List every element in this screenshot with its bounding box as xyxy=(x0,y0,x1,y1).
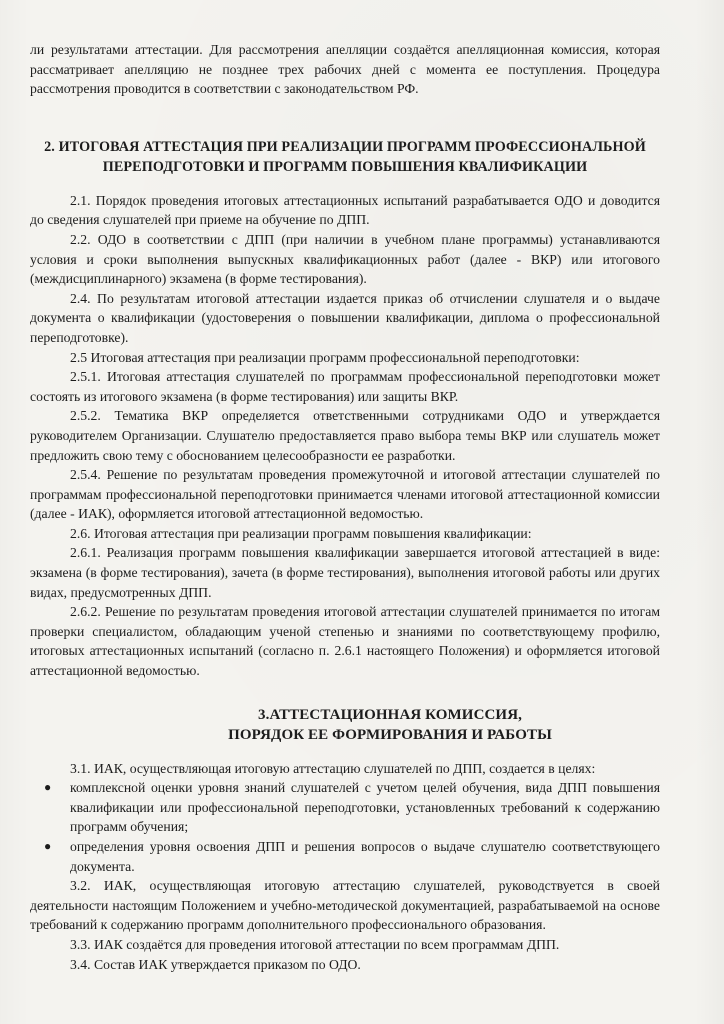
paragraph-2-5-2: 2.5.2. Тематика ВКР определяется ответственными сотрудниками ОДО и утверждается руководителем Организации. Слушателю предоставляется право выбора темы ВКР или слушатель может предложить свою тему с обоснованием целесообразности ее разработки. xyxy=(30,408,660,463)
paragraph-3-4: 3.4. Состав ИАК утверждается приказом по ОДО. xyxy=(70,956,361,972)
paragraph-2-5-4: 2.5.4. Решение по результатам проведения промежуточной и итоговой аттестации слушателей по программам профессиональной переподготовки принимается членами итоговой аттестационной комиссии (далее - ИАК), оформляется итоговой аттестационной ведомостью. xyxy=(30,467,660,522)
paragraph-2-6-2: 2.6.2. Решение по результатам проведения итоговой аттестации слушателей принимается по итогам проверки специалистом, обладающим ученой степенью и знаниями по соответствующему профилю, итоговых аттестационных испытаний (согласно п. 2.6.1 настоящего Положения) и оформляется итоговой аттестационной ведомостью. xyxy=(30,604,660,679)
list-item xyxy=(30,837,660,876)
paragraph-2-5-1: 2.5.1. Итоговая аттестация слушателей по программам профессиональной переподготовки может состоять из итогового экзамена (в форме тестирования) или защиты ВКР. xyxy=(30,369,660,404)
list-item xyxy=(30,778,660,837)
section-2-title-line-1: 2. ИТОГОВАЯ АТТЕСТАЦИЯ ПРИ РЕАЛИЗАЦИИ ПРОГРАММ ПРОФЕССИОНАЛЬНОЙ xyxy=(44,138,646,155)
paragraph-3-1: 3.1. ИАК, осуществляющая итоговую аттестацию слушателей по ДПП, создается в целях: xyxy=(70,760,596,776)
paragraph-3-3: 3.3. ИАК создаётся для проведения итоговой аттестации по всем программам ДПП. xyxy=(70,936,560,952)
list-item-text: определения уровня освоения ДПП и решения вопросов о выдаче слушателю соответствующего документа. xyxy=(70,839,660,874)
paragraph-3-2: 3.2. ИАК, осуществляющая итоговую аттестацию слушателей, руководствуется в своей деятельности настоящим Положением и учебно-методической документацией, разрабатываемой на основе требований к содержанию программ дополнительного профессионального образования. xyxy=(30,878,660,933)
paragraph-2-2: 2.2. ОДО в соответствии с ДПП (при наличии в учебном плане программы) устанавливаются условия и сроки выполнения выпускных квалификационных работ (далее - ВКР) или итогового (междисциплинарного) экзамена (в форме тестирования). xyxy=(30,231,660,287)
paragraph-2-6: 2.6. Итоговая аттестация при реализации программ повышения квалификации: xyxy=(70,525,532,541)
intro-paragraph: ли результатами аттестации. Для рассмотрения апелляции создаётся апелляционная комиссия, которая рассматривает апелляцию не позднее трех рабочих дней с момента ее поступления. Процедура рассмотрения проводится в соответствии с законодательством РФ. xyxy=(30,42,660,97)
section-3-title-line-1: 3.АТТЕСТАЦИОННАЯ КОМИССИЯ, xyxy=(258,706,522,723)
goals-list xyxy=(30,778,660,876)
paragraph-2-4: 2.4. По результатам итоговой аттестации издается приказ об отчислении слушателя и о выдаче документа о квалификации (удостоверения о повышении квалификации, диплома о профессиональной переподготовке). xyxy=(30,290,660,345)
paragraph-2-1: 2.1. Порядок проведения итоговых аттестационных испытаний разрабатывается ОДО и доводится до сведения слушателей при приеме на обучение по ДПП. xyxy=(30,192,660,228)
section-2-title xyxy=(30,137,660,177)
bullet-icon: ● xyxy=(44,839,52,853)
section-3-title xyxy=(30,705,660,745)
section-2-title-line-2: ПЕРЕПОДГОТОВКИ И ПРОГРАММ ПОВЫШЕНИЯ КВАЛИФИКАЦИИ xyxy=(102,158,588,175)
paragraph-2-6-1: 2.6.1. Реализация программ повышения квалификации завершается итоговой аттестацией в виде: экзамена (в форме тестирования), зачета (в форме тестирования), выполнения итоговой работы или других видах, предусмотренных ДПП. xyxy=(30,545,660,600)
bullet-icon: ● xyxy=(44,780,52,795)
list-item-text: комплексной оценки уровня знаний слушателей с учетом целей обучения, вида ДПП повышения квалификации или профессиональной переподготовки, установленных требований к содержанию программ обучения; xyxy=(70,780,660,835)
section-3-title-line-2: ПОРЯДОК ЕЕ ФОРМИРОВАНИЯ И РАБОТЫ xyxy=(228,726,552,743)
paragraph-2-5: 2.5 Итоговая аттестация при реализации программ профессиональной переподготовки: xyxy=(70,349,580,365)
